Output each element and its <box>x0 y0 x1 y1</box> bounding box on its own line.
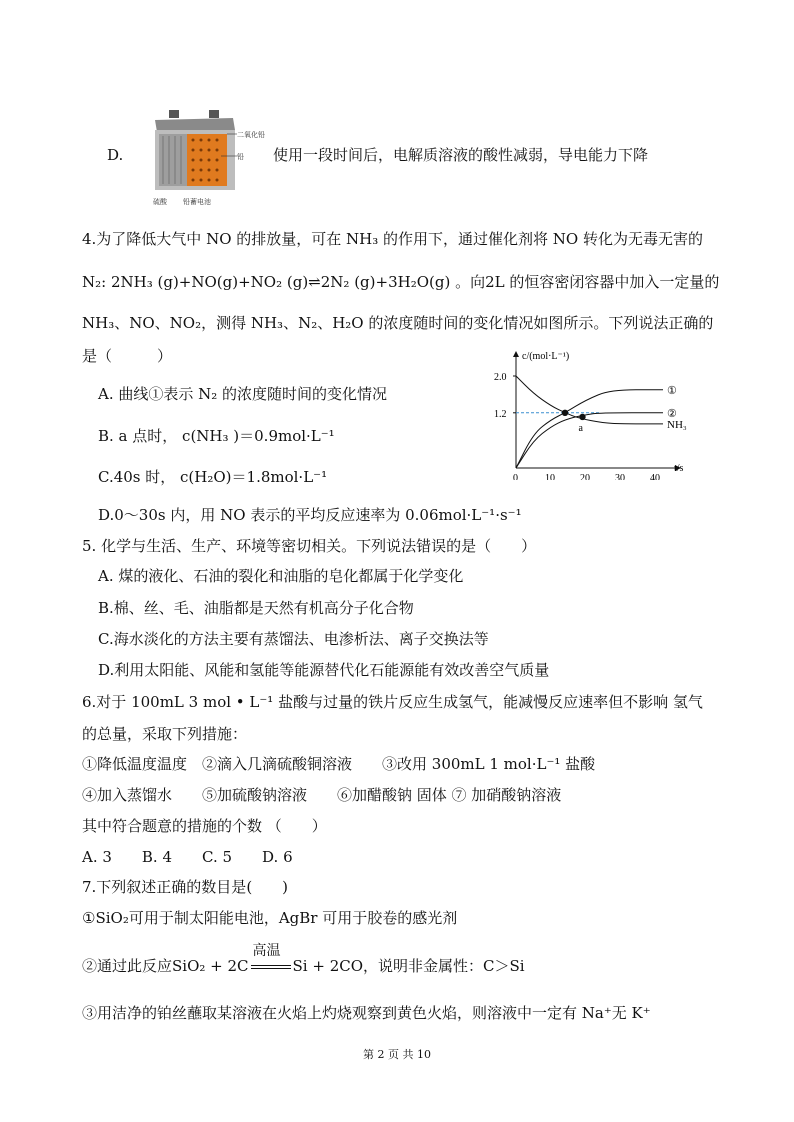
series-line <box>516 413 663 468</box>
series-line <box>516 376 663 424</box>
y-axis-label: c/(mol·L⁻¹) <box>522 351 570 362</box>
q4-option-c: C.40s 时， c(H₂O)＝1.8mol·L⁻¹ <box>98 468 328 486</box>
q7-stem: 7.下列叙述正确的数目是( ) <box>82 878 289 896</box>
x-tick-label: 40 <box>650 473 660 480</box>
q7-item2-post: Si + 2CO，说明非金属性：C＞Si <box>292 957 525 975</box>
q3-option-d-text: 使用一段时间后，电解质溶液的酸性减弱，导电能力下降 <box>273 146 649 164</box>
series-label: ① <box>667 384 677 397</box>
q7-item2 <box>82 943 525 976</box>
q7-item1: ①SiO₂可用于制太阳能电池，AgBr 可用于胶卷的感光剂 <box>82 909 458 927</box>
q5-option-a: A. 煤的液化、石油的裂化和油脂的皂化都属于化学变化 <box>98 567 464 585</box>
y-tick-label: 1.2 <box>494 408 507 420</box>
battery-caption: 铅蓄电池 <box>183 198 211 206</box>
q4-option-b: B. a 点时， c(NH₃ )＝0.9mol·L⁻¹ <box>98 427 335 445</box>
x-axis-label: t/s <box>674 463 684 474</box>
label-pb: 铅 <box>237 153 244 161</box>
lead-acid-battery-figure <box>151 108 273 208</box>
q4-stem-line4: 是（ ） <box>82 347 173 365</box>
label-acid: 硫酸 <box>153 198 167 206</box>
q4-stem-line1: 4.为了降低大气中 NO 的排放量，可在 NH₃ 的作用下，通过催化剂将 NO 转化为无毒无害的 <box>82 230 703 248</box>
y-tick-label: 2.0 <box>494 372 507 383</box>
q4-stem-line2: N₂: 2NH₃ (g)+NO(g)+NO₂ (g)⇌2N₂ (g)+3H₂O(g) 。向2L 的恒容密闭容器中加入一定量的 <box>82 273 720 291</box>
x-tick-label: 0 <box>513 473 518 480</box>
q4-stem-line3: NH₃、NO、NO₂，测得 NH₃、N₂、H₂O 的浓度随时间的变化情况如图所示。下列说法正确的 <box>82 314 714 332</box>
label-pbo2: 二氧化铅 <box>237 131 265 139</box>
series-label: ② <box>667 407 677 420</box>
series-line <box>516 390 663 468</box>
q6-measures-2: ④加入蒸馏水 ⑤加硫酸钠溶液 ⑥加醋酸钠 固体 ⑦ 加硝酸钠溶液 <box>82 786 562 804</box>
q7-item3: ③用洁净的铂丝蘸取某溶液在火焰上灼烧观察到黄色火焰，则溶液中一定有 Na⁺无 K⁺ <box>82 1004 651 1022</box>
q5-option-b: B.棉、丝、毛、油脂都是天然有机高分子化合物 <box>98 599 414 617</box>
concentration-time-chart <box>488 340 708 480</box>
q6-options: A. 3 B. 4 C. 5 D. 6 <box>82 848 293 866</box>
reaction-condition: 高温 <box>252 943 281 959</box>
q6-stem-line2: 的总量，采取下列措施： <box>82 725 248 743</box>
page-footer: 第 2 页 共 10 <box>363 1048 431 1061</box>
point-a <box>579 414 585 420</box>
q5-stem: 5. 化学与生活、生产、环境等密切相关。下列说法错误的是（ ） <box>82 537 537 555</box>
q4-option-d: D.0～30s 内，用 NO 表示的平均反应速率为 0.06mol·L⁻¹·s⁻¹ <box>98 506 522 524</box>
intersection-point <box>562 410 568 416</box>
series-label: NH₃ <box>667 418 687 431</box>
x-tick-label: 10 <box>545 473 555 480</box>
q7-item2-pre: ②通过此反应SiO₂ + 2C <box>82 957 249 975</box>
q4-option-a: A. 曲线①表示 N₂ 的浓度随时间的变化情况 <box>98 385 388 403</box>
x-tick-label: 30 <box>615 473 625 480</box>
battery-terminal <box>209 110 219 118</box>
q5-option-d: D.利用太阳能、风能和氢能等能源替代化石能源能有效改善空气质量 <box>98 661 550 679</box>
q6-stem-line1: 6.对于 100mL 3 mol • L⁻¹ 盐酸与过量的铁片反应生成氢气，能减慢反应速率但不影响 氢气 <box>82 693 703 711</box>
q3-option-d-label: D. <box>107 146 124 164</box>
point-a-label: a <box>578 422 583 434</box>
q6-question: 其中符合题意的措施的个数 （ ） <box>82 817 327 835</box>
battery-terminal <box>169 110 179 118</box>
q6-measures-1: ①降低温度温度 ②滴入几滴硫酸铜溶液 ③改用 300mL 1 mol·L⁻¹ 盐酸 <box>82 755 596 773</box>
x-tick-label: 20 <box>580 473 590 480</box>
reaction-condition-arrow <box>249 943 293 976</box>
q5-option-c: C.海水淡化的方法主要有蒸馏法、电渗析法、离子交换法等 <box>98 630 489 648</box>
